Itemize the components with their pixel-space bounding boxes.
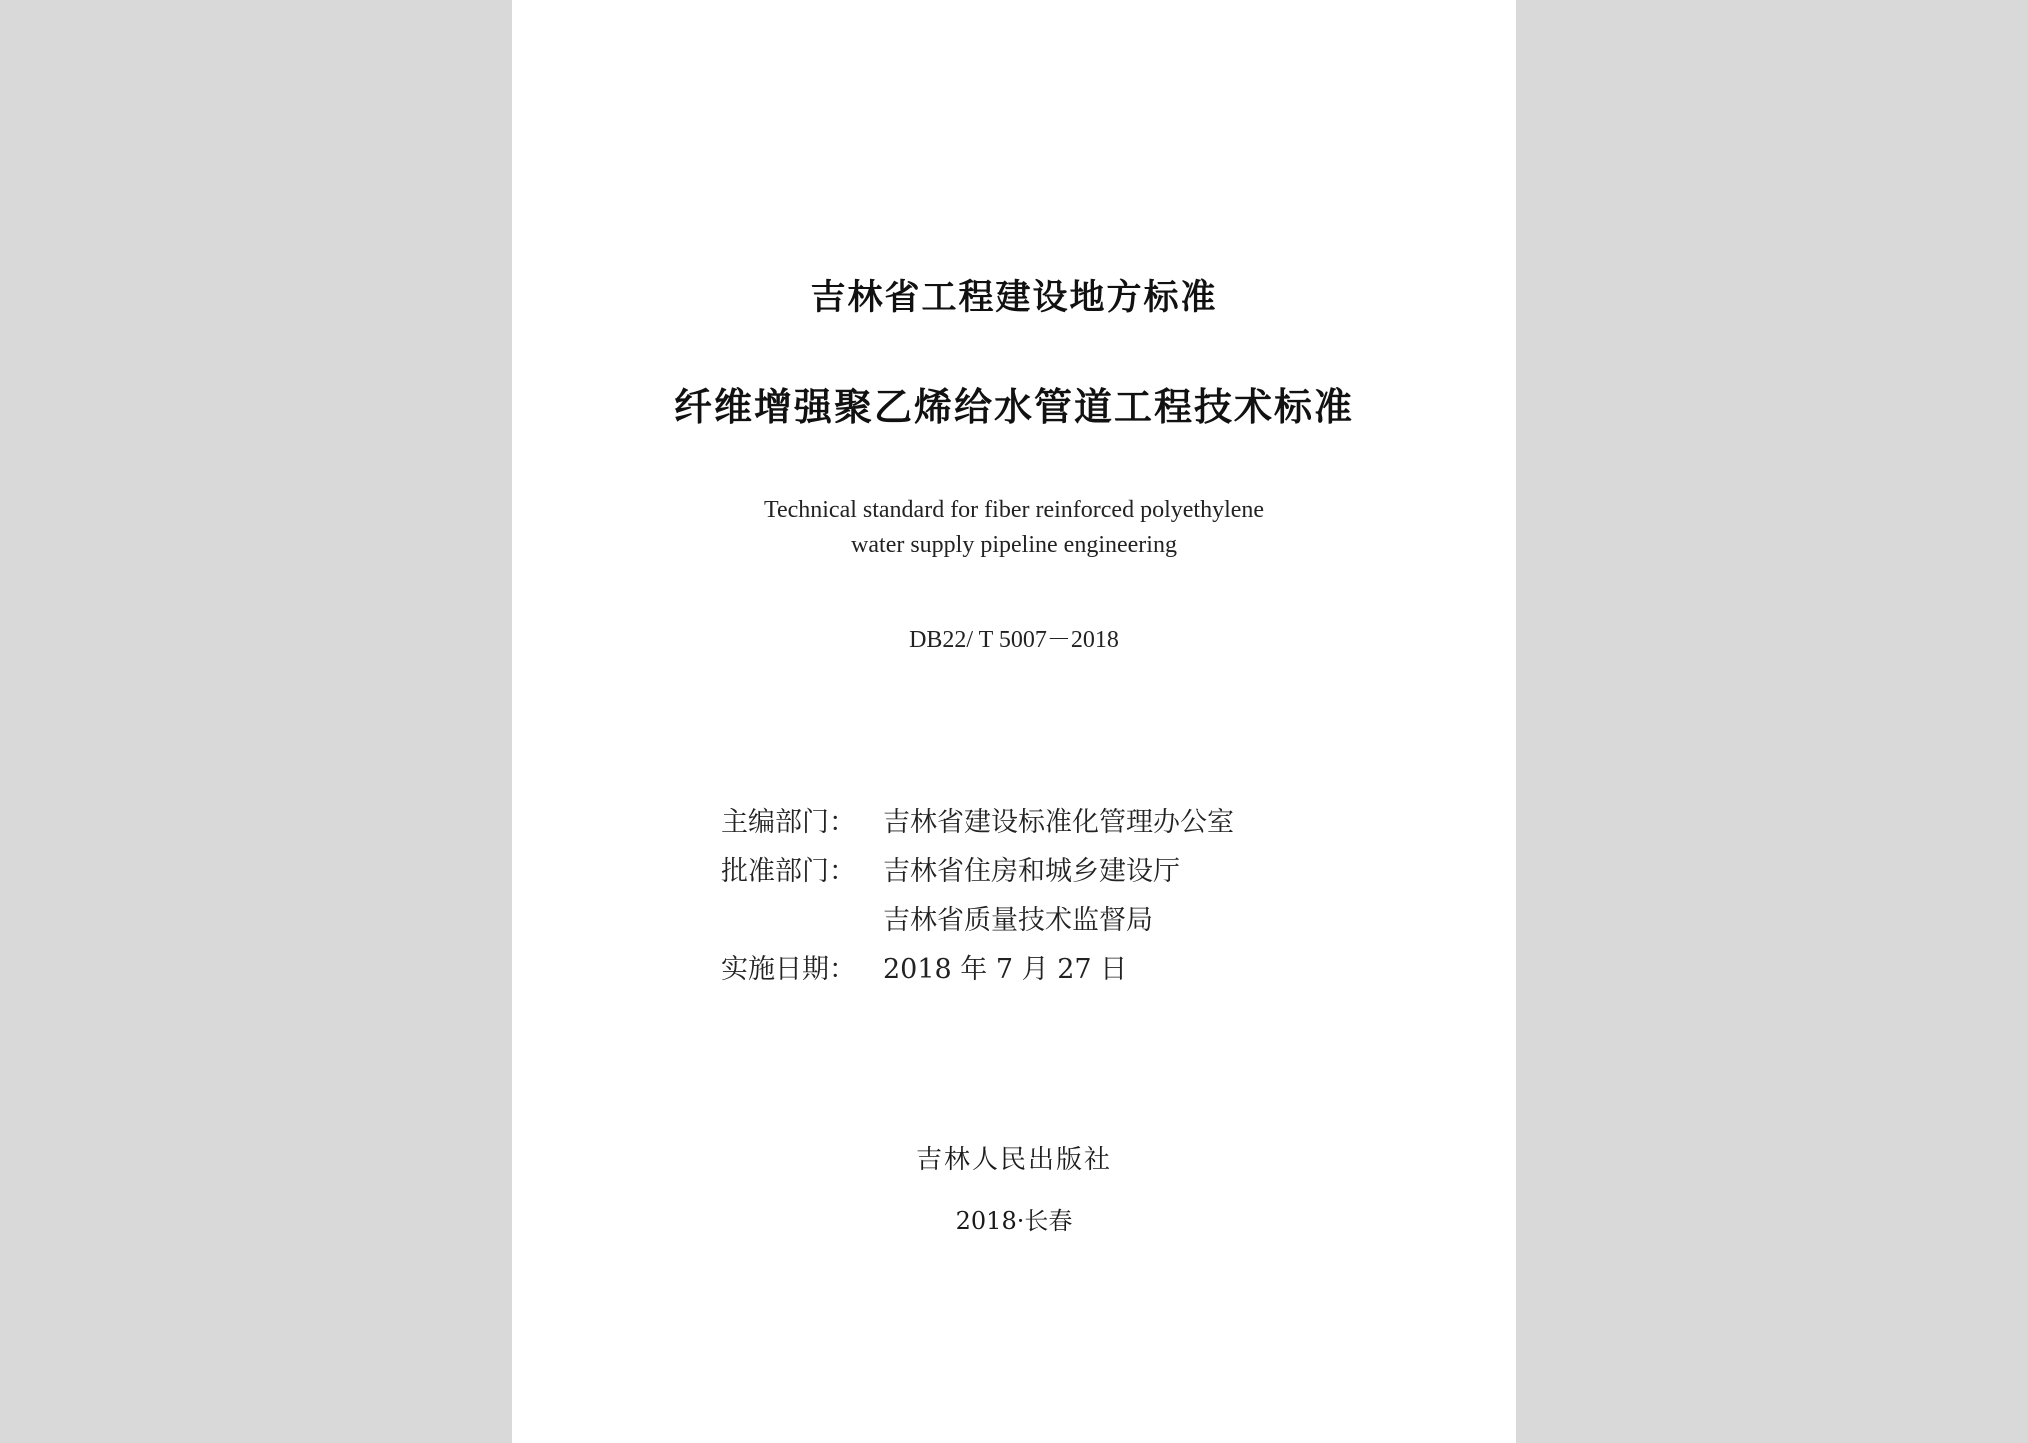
approver-value-1: 吉林省住房和城乡建设厅 [883,856,1180,887]
document-title-cn: 纤维增强聚乙烯给水管道工程技术标准 [673,385,1354,429]
approver-value-2: 吉林省质量技术监督局 [883,905,1153,936]
standard-code: DB22/ T 5007－2018 [909,627,1119,653]
editor-value: 吉林省建设标准化管理办公室 [883,807,1234,838]
document-page [512,0,1516,1443]
date-value: 2018 年 7 月 27 日 [883,954,1128,985]
publisher: 吉林人民出版社 [915,1145,1112,1175]
approver-label: 批准部门： [721,856,856,887]
document-title-en-line1: Technical standard for fiber reinforced polyethylene [763,497,1265,523]
publish-place-year: 2018·长春 [955,1207,1073,1235]
document-title-en-line2: water supply pipeline engineering [851,532,1177,558]
date-label: 实施日期： [721,954,856,985]
editor-label: 主编部门： [721,807,856,838]
series-title: 吉林省工程建设地方标准 [810,278,1218,318]
